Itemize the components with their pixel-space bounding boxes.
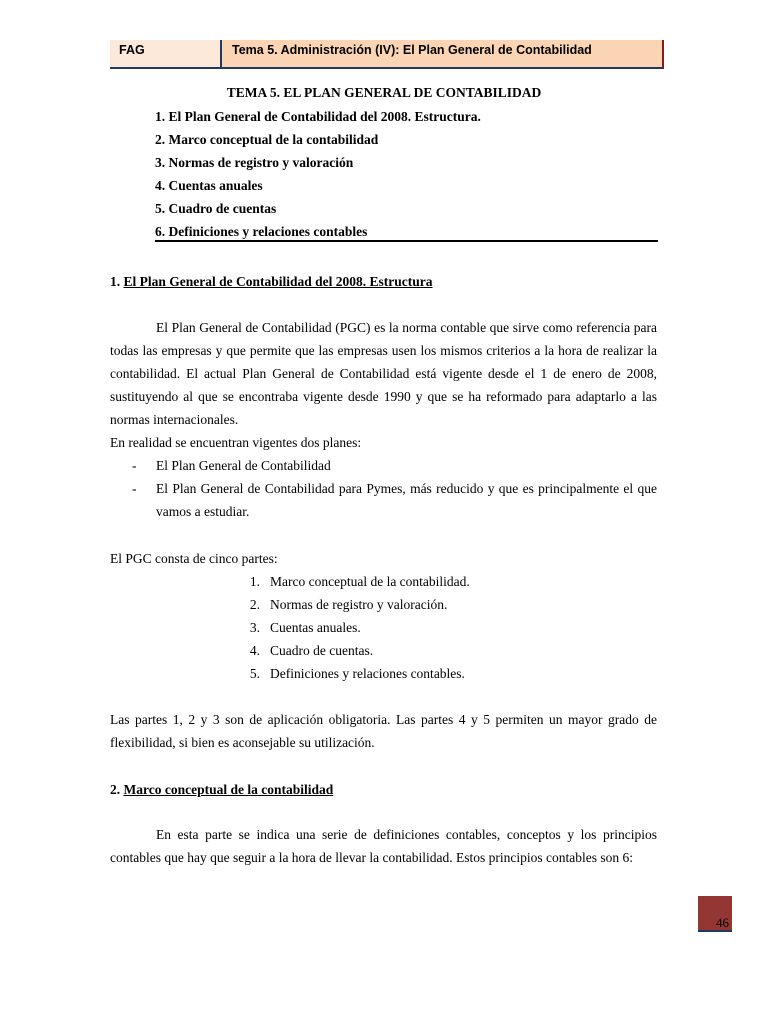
section-1-heading: [110, 270, 433, 293]
toc-item: 2. Marco conceptual de la contabilidad: [155, 132, 379, 147]
parts-list-item: 5. Definiciones y relaciones contables.: [249, 666, 465, 681]
toc-item: 3. Normas de registro y valoración: [155, 155, 354, 170]
plan-list-item: - El Plan General de Contabilidad: [110, 454, 657, 477]
plan-list-item: - El Plan General de Contabilidad para Pymes, más reducido y que es principalmente el que vamos a estudiar.: [110, 477, 657, 523]
parts-list-item: 4. Cuadro de cuentas.: [249, 643, 374, 658]
toc-item: 6. Definiciones y relaciones contables: [155, 224, 368, 239]
page-number-box: [698, 896, 732, 932]
plan-list-item-text: El Plan General de Contabilidad: [156, 458, 331, 473]
section-2-heading: [110, 778, 333, 801]
section-2-paragraph: En esta parte se indica una serie de definiciones contables, conceptos y los principios contables que hay que seguir a la hora de llevar la contabilidad. Estos principios contables son 6:: [110, 827, 657, 865]
document-title: TEMA 5. EL PLAN GENERAL DE CONTABILIDAD: [226, 85, 542, 100]
toc-divider: [155, 240, 658, 242]
parts-list-item: 3. Cuentas anuales.: [249, 620, 361, 635]
page-number: 46: [716, 915, 729, 930]
page-header: [110, 40, 664, 69]
header-course-code: FAG: [110, 40, 222, 69]
section-1-number: 1.: [110, 274, 124, 289]
section-2-title: Marco conceptual de la contabilidad: [123, 782, 334, 797]
section-1-title: El Plan General de Contabilidad del 2008. Estructura: [123, 274, 433, 289]
toc-item: 5. Cuadro de cuentas: [155, 201, 277, 216]
toc-item: 4. Cuentas anuales: [155, 178, 263, 193]
plan-list-item-text: El Plan General de Contabilidad para Pymes, más reducido y que es principalmente el que vamos a estudiar.: [156, 481, 657, 519]
section-1-plans-intro: En realidad se encuentran vigentes dos planes:: [110, 435, 362, 450]
parts-list-item: 1. Marco conceptual de la contabilidad.: [249, 574, 470, 589]
header-topic-title: Tema 5. Administración (IV): El Plan General de Contabilidad: [222, 40, 664, 69]
table-of-contents: [155, 108, 481, 246]
parts-intro: El PGC consta de cinco partes:: [110, 551, 278, 566]
parts-list: [230, 570, 470, 685]
parts-list-item: 2. Normas de registro y valoración.: [249, 597, 448, 612]
section-2-number: 2.: [110, 782, 124, 797]
parts-obligation-paragraph: Las partes 1, 2 y 3 son de aplicación obligatoria. Las partes 4 y 5 permiten un mayor grado de flexibilidad, si bien es aconsejable su utilización.: [110, 712, 657, 750]
section-1-paragraph: El Plan General de Contabilidad (PGC) es la norma contable que sirve como referencia para todas las empresas y que permite que las empresas usen los mismos criterios a la hora de realizar la contabilidad. El actual Plan General de Contabilidad está vigente desde el 1 de enero de 2008, sustituyendo al que se encontraba vigente desde 1990 y que se ha reformado para adaptarlo a las normas internacionales.: [110, 320, 657, 427]
toc-item: 1. El Plan General de Contabilidad del 2008. Estructura.: [155, 109, 481, 124]
